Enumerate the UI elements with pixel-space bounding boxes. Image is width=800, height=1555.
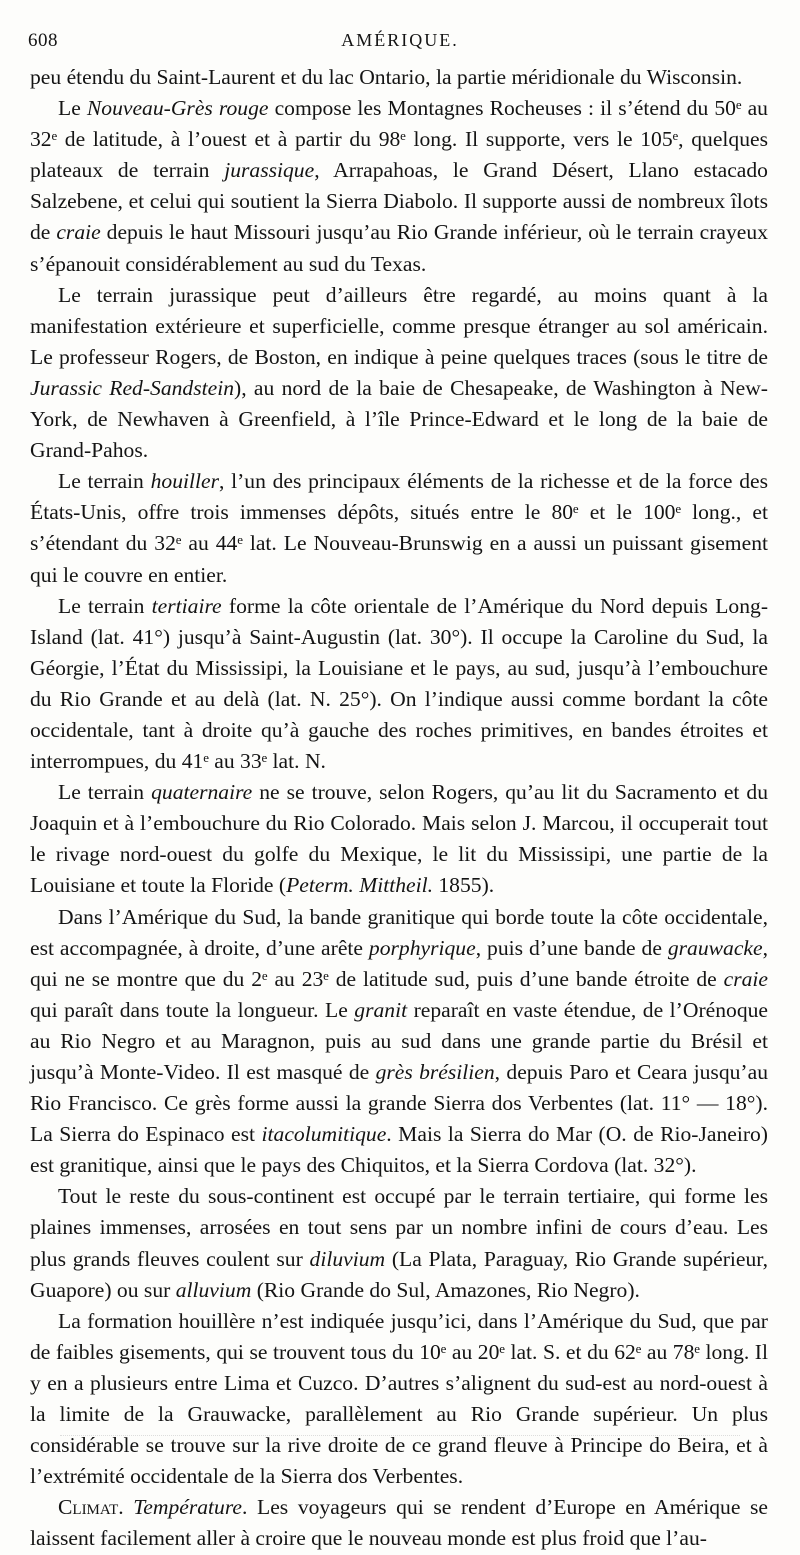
body-text	[30, 62, 768, 1555]
text-run: , l’un des principaux éléments de la richesse et de la force des États-Unis, offre trois immenses dépôts, situés entre le 80ᵉ et le 100ᵉ long., et s’étendant du 32ᵉ au 44ᵉ lat. Le Nouveau-Brunswig en a aussi un puissant gisement qui le couvre en entier.	[30, 469, 768, 587]
italic-term: itacolumitique	[261, 1122, 387, 1147]
italic-term: craie	[723, 966, 768, 991]
paragraph	[30, 93, 768, 280]
text-run: reparaît en vaste étendue, de l’Orénoque au Rio Negro et au Maragnon, puis au sud dans une grande partie du Brésil et jusqu’à Monte-Video. Il est masqué de	[30, 997, 768, 1084]
italic-term: tertiaire	[151, 593, 222, 618]
italic-term: porphyrique	[368, 935, 476, 960]
text-run: . Mais la Sierra do Mar (O. de Rio-Janeiro) est granitique, ainsi que le pays des Chiquitos, et la Sierra Cordova (lat. 32°).	[30, 1122, 768, 1178]
text-run: Le terrain	[58, 780, 152, 805]
italic-term: craie	[56, 220, 101, 245]
paragraph	[30, 280, 768, 467]
italic-term: quaternaire	[151, 780, 253, 805]
text-run: ), au nord de la baie de Chesapeake, de Washington à New-York, de Newhaven à Greenfield, à l’île Prince-Edward et le long de la baie de Grand-Pahos.	[30, 375, 768, 463]
text-run: Dans l’Amérique du Sud, la bande granitique qui borde toute la côte occidentale, est accompagnée, à droite, d’une arête	[30, 904, 768, 960]
text-run: peu étendu du Saint-Laurent et du lac Ontario, la partie méridionale du Wisconsin.	[30, 65, 743, 89]
text-run: 1855).	[432, 873, 495, 898]
text-run: Le terrain jurassique peut d’ailleurs être regardé, au moins quant à la manifestation extérieure et superficielle, comme presque étranger au sol américain. Le professeur Rogers, de Boston, en indique à peine quelques traces (sous le titre de	[30, 282, 768, 369]
italic-term: jurassique	[224, 158, 315, 183]
italic-term: grès brésilien	[375, 1060, 495, 1084]
text-run: compose les Montagnes Rocheuses : il s’étend du 50ᵉ au 32ᵉ de latitude, à l’ouest et à partir du 98ᵉ long. Il supporte, vers le 105ᵉ, quelques plateaux de terrain	[30, 96, 768, 183]
text-run: Le terrain	[58, 469, 151, 494]
bottom-margin-marks	[60, 1435, 740, 1442]
text-run: qui paraît dans toute la longueur. Le	[30, 997, 355, 1022]
page-header	[28, 30, 772, 58]
italic-term: diluvium	[309, 1246, 386, 1271]
paragraph	[30, 591, 768, 778]
italic-term: Température	[133, 1495, 243, 1520]
italic-term: grauwacke	[667, 935, 763, 960]
text-run: (Rio Grande do Sul, Amazones, Rio Negro).	[251, 1277, 640, 1302]
italic-term: granit	[354, 997, 408, 1022]
text-run: Tout le reste du sous-continent est occupé par le terrain tertiaire, qui forme les plaines immenses, arrosées en tout sens par un nombre infini de cours d’eau. Les plus grands fleuves coulent sur	[30, 1184, 768, 1271]
paragraph	[30, 902, 768, 1182]
text-run	[124, 1495, 134, 1519]
text-run: , qui ne se montre que du 2ᵉ au 23ᵉ de latitude sud, puis d’une bande étroite de	[30, 935, 768, 991]
text-run: , puis d’une bande de	[475, 935, 668, 960]
italic-term: houiller	[150, 469, 219, 494]
text-run: forme la côte orientale de l’Amérique du Nord depuis Long-Island (lat. 41°) jusqu’à Saint-Augustin (lat. 30°). Il occupe la Caroline du Sud, la Géorgie, l’État du Mississipi, la Louisiane et le pays, au sud, jusqu’à l’embouchure du Rio Grande et au delà (lat. N. 25°). On l’indique aussi comme bordant la côte occidentale, tant à droite qu’à gauche des roches primitives, en bandes étroites et interrompues, du 41ᵉ au 33ᵉ lat. N.	[30, 593, 769, 774]
paragraph	[30, 1181, 768, 1305]
italic-term: Peterm. Mittheil.	[286, 873, 433, 898]
text-run: La formation houillère n’est indiquée jusqu’ici, dans l’Amérique du Sud, que par de faibles gisements, qui se trouvent tous du 10ᵉ au 20ᵉ lat. S. et du 62ᵉ au 78ᵉ long. Il y en a plusieurs entre Lima et Cuzco. D’autres s’alignent du sud-est au nord-ouest à la limite de la Grauwacke, parallèlement au Rio Grande supérieur. Un plus considérable se trouve sur la rive droite de ce grand fleuve à Principe do Beira, et à l’extrémité occidentale de la Sierra dos Verbentes.	[30, 1308, 768, 1489]
italic-term: Jurassic Red-Sandstein	[30, 375, 235, 400]
italic-term: Nouveau-Grès rouge	[86, 96, 269, 121]
paragraph	[30, 62, 768, 93]
paragraph	[30, 1306, 768, 1493]
italic-term: alluvium	[175, 1277, 252, 1302]
paragraph	[30, 1492, 768, 1554]
text-run: . Les voyageurs qui se rendent d’Europe en Amérique se laissent facilement aller à croire que le nouveau monde est plus froid que l’au-	[30, 1495, 768, 1551]
text-run: (La Plata, Paraguay, Rio Grande supérieur, Guapore) ou sur	[30, 1246, 768, 1302]
paragraph	[30, 466, 768, 590]
text-run: Le	[58, 96, 87, 121]
text-run: depuis le haut Missouri jusqu’au Rio Grande inférieur, où le terrain crayeux s’épanouit considérablement au sud du Texas.	[30, 220, 768, 276]
page-number: 608	[28, 30, 58, 51]
text-run: ne se trouve, selon Rogers, qu’au lit du Sacramento et du Joaquin et à l’embouchure du Rio Colorado. Mais selon J. Marcou, il occuperait tout le rivage nord-ouest du golfe du Mexique, le lit du Mississipi, une partie de la Louisiane et toute la Floride (	[30, 780, 768, 898]
paragraph	[30, 777, 768, 901]
text-run: Le terrain	[58, 593, 152, 618]
text-run: , Arrapahoas, le Grand Désert, Llano estacado Salzebene, et celui qui soutient la Sierra Diabolo. Il supporte aussi de nombreux îlots de	[30, 158, 768, 245]
section-label: Climat.	[58, 1495, 124, 1520]
running-head: AMÉRIQUE.	[341, 30, 459, 50]
text-run: , depuis Paro et Ceara jusqu’au Rio Francisco. Ce grès forme aussi la grande Sierra dos Verbentes (lat. 11° — 18°). La Sierra do Espinaco est	[30, 1060, 768, 1147]
